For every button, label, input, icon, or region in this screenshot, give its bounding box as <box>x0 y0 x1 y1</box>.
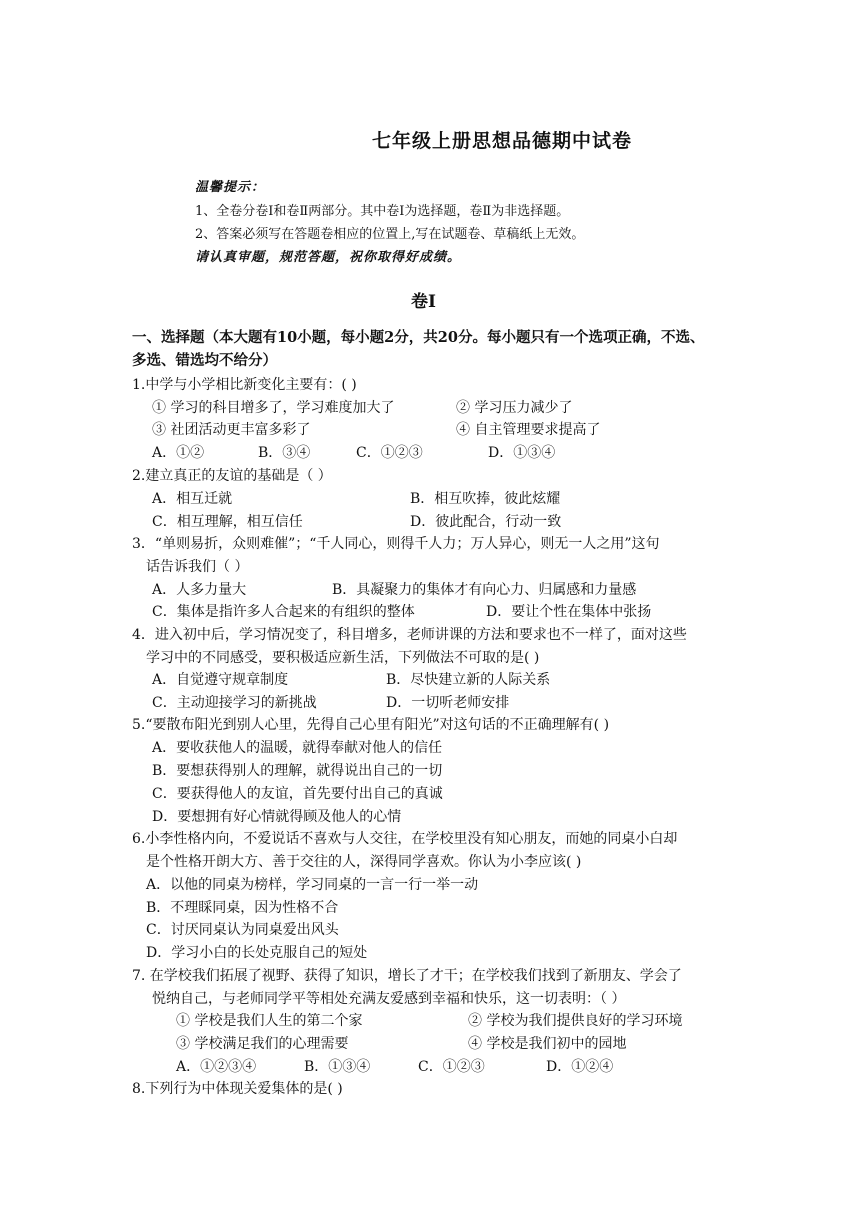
option-text: A．①②③④ <box>176 1059 257 1075</box>
option-text: A．要收获他人的温暖，就得奉献对他人的信任 <box>152 740 443 756</box>
option-text: B．③④ <box>258 445 311 461</box>
option-text: B．相互吹捧，彼此炫耀 <box>410 491 561 507</box>
option-text: A．①② <box>152 445 205 461</box>
question-stem: 1.中学与小学相比新变化主要有：( ) <box>132 377 357 393</box>
tip-item: 1、全卷分卷Ⅰ和卷Ⅱ两部分。其中卷Ⅰ为选择题，卷Ⅱ为非选择题。 <box>195 204 570 219</box>
option-text: D．①③④ <box>488 445 556 461</box>
question-stem: 是个性格开朗大方、善于交往的人，深得同学喜欢。你认为小李应该( ) <box>146 854 582 870</box>
question-stem: 8.下列行为中体现关爱集体的是( ) <box>132 1081 343 1097</box>
section-heading: 一、选择题（本大题有10小题，每小题2分，共20分。每小题只有一个选项正确，不选、 <box>132 329 705 346</box>
option-text: ② 学校为我们提供良好的学习环境 <box>468 1013 683 1029</box>
option-text: A．人多力量大 <box>152 582 247 598</box>
option-text: A．以他的同桌为榜样，学习同桌的一言一行一举一动 <box>146 877 479 893</box>
option-text: ③ 社团活动更丰富多彩了 <box>152 422 311 438</box>
option-text: ④ 自主管理要求提高了 <box>456 422 601 438</box>
question-stem: 悦纳自己，与老师同学平等相处充满友爱感到幸福和快乐，这一切表明：（ ） <box>152 991 626 1007</box>
tip-item: 2、答案必须写在答题卷相应的位置上,写在试题卷、草稿纸上无效。 <box>195 227 585 242</box>
option-text: C．①②③ <box>418 1059 485 1075</box>
option-text: B．不理睬同桌，因为性格不合 <box>146 900 339 916</box>
option-text: A．相互迁就 <box>152 491 233 507</box>
option-text: D．要想拥有好心情就得顾及他人的心情 <box>152 809 402 825</box>
question-stem: 4．进入初中后，学习情况变了，科目增多，老师讲课的方法和要求也不一样了，面对这些 <box>132 627 687 643</box>
option-text: B．①③④ <box>304 1059 371 1075</box>
option-text: C．集体是指许多人合起来的有组织的整体 <box>152 604 415 620</box>
option-text: B．具凝聚力的集体才有向心力、归属感和力量感 <box>332 582 637 598</box>
question-stem: 6.小李性格内向，不爱说话不喜欢与人交往，在学校里没有知心朋友，而她的同桌小白却 <box>132 831 678 847</box>
option-text: ① 学校是我们人生的第二个家 <box>176 1013 363 1029</box>
option-text: D．学习小白的长处克服自己的短处 <box>146 945 368 961</box>
tips-heading: 温馨提示： <box>195 180 266 195</box>
option-text: A．自觉遵守规章制度 <box>152 672 289 688</box>
option-text: ② 学习压力减少了 <box>456 400 573 416</box>
option-text: D．①②④ <box>546 1059 614 1075</box>
option-text: B．要想获得别人的理解，就得说出自己的一切 <box>152 763 443 779</box>
tips-footer: 请认真审题，规范答题，祝你取得好成绩。 <box>195 250 462 265</box>
question-stem: 7. 在学校我们拓展了视野、获得了知识，增长了才干；在学校我们找到了新朋友、学会了 <box>132 968 682 984</box>
option-text: D．要让个性在集体中张扬 <box>486 604 652 620</box>
question-stem: 学习中的不同感受，要积极适应新生活，下列做法不可取的是( ) <box>146 650 540 666</box>
question-stem: 3．“单则易折，众则难催”；“千人同心，则得千人力；万人异心，则无一人之用”这句 <box>132 536 660 552</box>
option-text: ③ 学校满足我们的心理需要 <box>176 1036 349 1052</box>
option-text: C．主动迎接学习的新挑战 <box>152 695 317 711</box>
option-text: C．相互理解，相互信任 <box>152 514 303 530</box>
option-text: C．讨厌同桌认为同桌爱出风头 <box>146 922 339 938</box>
option-text: C．①②③ <box>356 445 423 461</box>
option-text: D．一切听老师安排 <box>386 695 510 711</box>
part-title: 卷Ⅰ <box>411 292 436 312</box>
question-stem: 2.建立真正的友谊的基础是（ ） <box>132 468 332 484</box>
option-text: C．要获得他人的友谊，首先要付出自己的真诚 <box>152 786 443 802</box>
option-text: D．彼此配合，行动一致 <box>410 514 562 530</box>
option-text: ① 学习的科目增多了，学习难度加大了 <box>152 400 395 416</box>
option-text: B．尽快建立新的人际关系 <box>386 672 551 688</box>
page-title: 七年级上册思想品德期中试卷 <box>372 130 633 152</box>
question-stem: 话告诉我们（ ） <box>146 559 249 575</box>
question-stem: 5.“要散布阳光到别人心里，先得自己心里有阳光”对这句话的不正确理解有( ) <box>132 717 610 733</box>
option-text: ④ 学校是我们初中的园地 <box>468 1036 627 1052</box>
section-heading: 多选、错选均不给分） <box>132 352 277 369</box>
